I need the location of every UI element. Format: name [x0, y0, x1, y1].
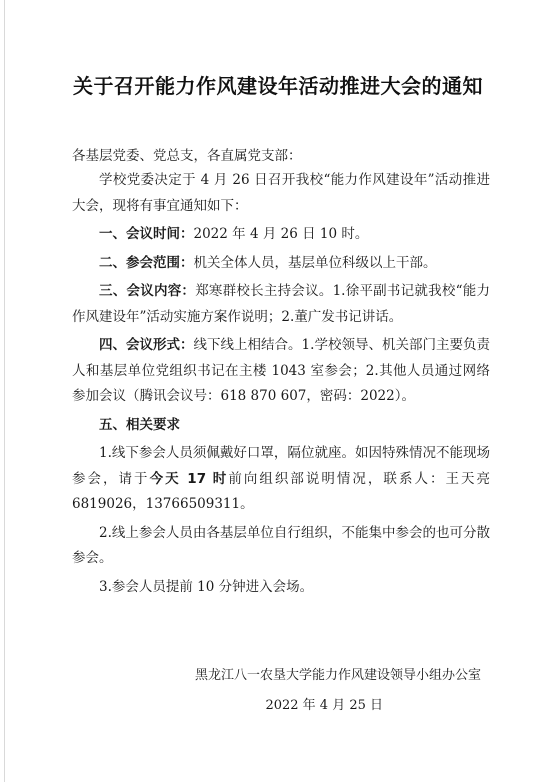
signature-issuer: 黑龙江八一农垦大学能力作风建设领导小组办公室 — [194, 668, 481, 683]
section-heading: 三、会议内容： — [99, 283, 196, 299]
intro-paragraph: 学校党委决定于 4 月 26 日召开我校“能力作风建设年”活动推进大会，现将有事宜通知如下： — [72, 172, 490, 214]
section-meeting-time — [72, 222, 490, 248]
section-text: 线下线上相结合。1.学校领导、机关部门主要负责人和基层单位党组织书记在主楼 1043 室参会；2.其他人员通过网络参加会议（腾讯会议号：618 870 607，密码：2022）。 — [72, 337, 490, 404]
signature-date: 2022 年 4 月 25 日 — [265, 698, 383, 713]
requirement-item-3: 3.参会人员提前 10 分钟进入会场。 — [99, 578, 314, 595]
section-text: 机关全体人员，基层单位科级以上干部。 — [193, 254, 437, 271]
deadline-emphasis: 今天 17 时 — [149, 470, 229, 487]
section-text: 2022 年 4 月 26 日 10 时。 — [193, 226, 369, 242]
section-heading: 一、会议时间： — [99, 226, 194, 242]
section-text: 郑寒群校长主持会议。1.徐平副书记就我校“能力作风建设年”活动实施方案作说明；2.董广发书记讲话。 — [72, 283, 490, 325]
requirement-item-2: 2.线上参会人员由各基层单位自行组织，不能集中参会的也可分散参会。 — [72, 524, 490, 566]
section-heading: 五、相关要求 — [99, 416, 180, 433]
section-heading: 二、参会范围： — [99, 254, 194, 271]
section-agenda — [72, 279, 490, 330]
requirements-heading — [72, 413, 490, 439]
salutation: 各基层党委、党总支，各直属党支部： — [72, 148, 302, 164]
section-heading: 四、会议形式： — [99, 337, 194, 353]
section-format — [72, 333, 490, 410]
section-attendees — [72, 251, 490, 277]
requirement-text: 1.线下参会人员须佩戴好口罩，隔位就座。如因特殊情况不能现场参会，请于 — [72, 445, 490, 487]
document-title: 关于召开能力作风建设年活动推进大会的通知 — [73, 74, 483, 98]
document-body — [72, 168, 490, 603]
requirement-text: 前向组织部说明情况，联系人：王天亮 6819026，13766509311。 — [72, 470, 491, 512]
requirement-item-1 — [72, 441, 490, 518]
